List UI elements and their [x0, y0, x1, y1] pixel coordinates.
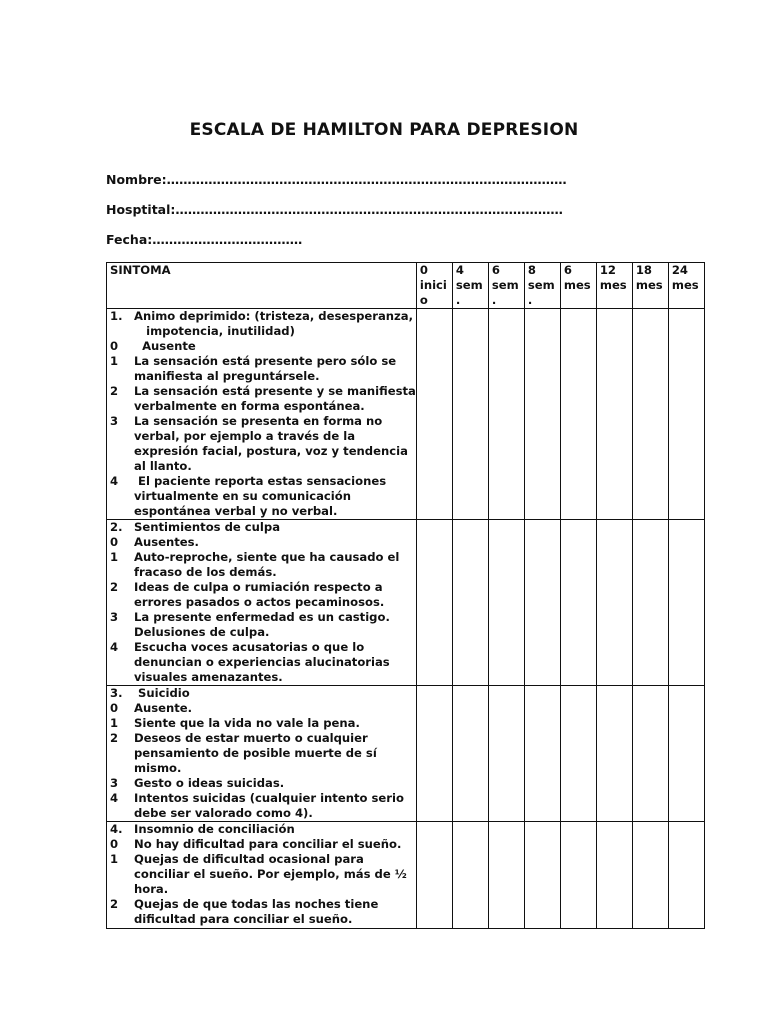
score-text: La sensación está presente pero sólo se: [134, 354, 397, 368]
score-number: 1: [110, 354, 119, 368]
score-text: dificultad para conciliar el sueño.: [134, 912, 353, 926]
score-cell[interactable]: [632, 520, 668, 686]
symptom-line: [110, 324, 416, 339]
score-text: denuncian o experiencias alucinatorias: [134, 655, 390, 669]
score-text: debe ser valorado como 4).: [134, 806, 313, 820]
hamilton-score-table: [106, 262, 705, 929]
symptom-line: [110, 761, 416, 776]
hospital-field: [106, 202, 563, 217]
score-number: 2: [110, 897, 119, 911]
symptom-line: [110, 565, 416, 580]
score-cell[interactable]: [596, 309, 632, 520]
symptom-line: [110, 595, 416, 610]
period-header-line: inici: [419, 278, 447, 292]
score-text: Ausentes.: [134, 535, 199, 549]
score-number: 0: [110, 837, 119, 851]
score-text: errores pasados o actos pecaminosos.: [134, 595, 385, 609]
symptom-line: [110, 474, 416, 489]
period-header: [524, 263, 560, 309]
score-number: [110, 489, 134, 504]
score-number: 3: [110, 776, 119, 790]
score-number: 3: [110, 414, 119, 428]
period-header-line: mes: [563, 278, 591, 292]
date-field: [106, 232, 302, 247]
score-cell[interactable]: [488, 520, 524, 686]
period-header: [416, 263, 452, 309]
symptom-line: [110, 837, 416, 852]
score-text: mismo.: [134, 761, 182, 775]
symptom-line: [110, 580, 416, 595]
score-text: Ausente.: [134, 701, 193, 715]
score-cell[interactable]: [524, 309, 560, 520]
symptom-line: [110, 354, 416, 369]
symptom-description: [107, 822, 417, 929]
score-cell[interactable]: [560, 822, 596, 929]
score-cell[interactable]: [416, 520, 452, 686]
symptom-line: [110, 791, 416, 806]
period-header-line: 4: [455, 263, 464, 277]
symptom-line: [110, 429, 416, 444]
score-number: 1: [110, 852, 119, 866]
score-cell[interactable]: [452, 822, 488, 929]
symptom-line: [110, 882, 416, 897]
score-number: 4: [110, 640, 119, 654]
score-number: [110, 761, 134, 776]
period-header-line: sem: [491, 278, 519, 292]
symptom-line: [110, 369, 416, 384]
score-text: El paciente reporta estas sensaciones: [134, 474, 387, 488]
symptom-line: [110, 912, 416, 927]
symptom-row: [107, 309, 705, 520]
score-number: 4.: [110, 822, 123, 836]
score-number: [110, 504, 134, 519]
score-text: hora.: [134, 882, 169, 896]
score-number: 4: [110, 791, 119, 805]
period-header-line: 18: [635, 263, 652, 277]
score-cell[interactable]: [596, 822, 632, 929]
score-cell[interactable]: [596, 520, 632, 686]
symptom-row: [107, 686, 705, 822]
score-text: Quejas de que todas las noches tiene: [134, 897, 379, 911]
score-text: manifiesta al preguntársele.: [134, 369, 320, 383]
score-text: Intentos suicidas (cualquier intento serio: [134, 791, 404, 805]
symptom-line: [110, 686, 416, 701]
score-cell[interactable]: [668, 822, 704, 929]
score-number: 2: [110, 731, 119, 745]
symptom-line: [110, 655, 416, 670]
date-label: Fecha:: [106, 232, 153, 247]
period-header-line: .: [527, 293, 533, 307]
score-text: Animo deprimido: (tristeza, desesperanza,: [134, 309, 414, 323]
period-header-line: sem: [455, 278, 483, 292]
score-number: [110, 459, 134, 474]
score-number: [110, 655, 134, 670]
score-text: Gesto o ideas suicidas.: [134, 776, 285, 790]
score-text: Auto-reproche, siente que ha causado el: [134, 550, 400, 564]
period-header-line: 6: [491, 263, 500, 277]
symptom-line: [110, 867, 416, 882]
score-cell[interactable]: [416, 686, 452, 822]
symptom-line: [110, 625, 416, 640]
score-cell[interactable]: [452, 309, 488, 520]
period-header-line: 12: [599, 263, 616, 277]
score-text: Ideas de culpa o rumiación respecto a: [134, 580, 383, 594]
period-header: [452, 263, 488, 309]
score-text: al llanto.: [134, 459, 192, 473]
score-number: 0: [110, 339, 119, 353]
score-cell[interactable]: [560, 686, 596, 822]
period-header-line: 24: [671, 263, 688, 277]
score-text: Escucha voces acusatorias o que lo: [134, 640, 365, 654]
page-title: ESCALA DE HAMILTON PARA DEPRESION: [189, 120, 579, 140]
period-header: [488, 263, 524, 309]
score-cell[interactable]: [668, 309, 704, 520]
symptom-line: [110, 489, 416, 504]
symptom-description: [107, 309, 417, 520]
period-header-line: .: [491, 293, 497, 307]
symptom-line: [110, 852, 416, 867]
hospital-blank[interactable]: …………………………………………………………………………………: [175, 202, 563, 217]
period-header-line: mes: [635, 278, 663, 292]
score-text: Siente que la vida no vale la pena.: [134, 716, 360, 730]
score-text: La sensación se presenta en forma no: [134, 414, 383, 428]
name-blank[interactable]: ……………………………………………………………………………………: [166, 172, 567, 187]
score-text: Insomnio de conciliación: [134, 822, 295, 836]
score-number: [110, 746, 134, 761]
symptom-line: [110, 520, 416, 535]
score-text: Quejas de dificultad ocasional para: [134, 852, 364, 866]
period-header-line: 8: [527, 263, 536, 277]
symptom-line: [110, 806, 416, 821]
period-header: [632, 263, 668, 309]
score-cell[interactable]: [632, 309, 668, 520]
score-cell[interactable]: [416, 309, 452, 520]
score-number: 2: [110, 580, 119, 594]
score-cell[interactable]: [452, 686, 488, 822]
score-number: [110, 399, 134, 414]
score-cell[interactable]: [488, 309, 524, 520]
symptom-line: [110, 309, 416, 324]
score-cell[interactable]: [668, 520, 704, 686]
score-cell[interactable]: [524, 686, 560, 822]
score-text: impotencia, inutilidad): [134, 324, 295, 338]
score-text: visuales amenazantes.: [134, 670, 283, 684]
symptom-line: [110, 399, 416, 414]
score-number: [110, 670, 134, 685]
symptom-line: [110, 414, 416, 429]
score-number: [110, 595, 134, 610]
period-header-line: mes: [599, 278, 627, 292]
score-number: [110, 867, 134, 882]
symptom-line: [110, 610, 416, 625]
score-text: expresión facial, postura, voz y tendencia: [134, 444, 408, 458]
score-cell[interactable]: [632, 686, 668, 822]
symptom-line: [110, 776, 416, 791]
score-cell[interactable]: [524, 822, 560, 929]
score-number: [110, 369, 134, 384]
symptom-line: [110, 535, 416, 550]
score-cell[interactable]: [452, 520, 488, 686]
score-cell[interactable]: [596, 686, 632, 822]
score-number: [110, 912, 134, 927]
score-text: verbalmente en forma espontánea.: [134, 399, 365, 413]
score-number: [110, 625, 134, 640]
score-cell[interactable]: [416, 822, 452, 929]
symptom-line: [110, 701, 416, 716]
score-text: Ausente: [134, 339, 196, 353]
score-number: 3: [110, 610, 119, 624]
score-text: espontánea verbal y no verbal.: [134, 504, 338, 518]
score-cell[interactable]: [488, 686, 524, 822]
score-cell[interactable]: [560, 520, 596, 686]
symptom-line: [110, 459, 416, 474]
score-number: [110, 806, 134, 821]
score-text: Delusiones de culpa.: [134, 625, 270, 639]
score-text: Suicidio: [134, 686, 190, 700]
period-header: [668, 263, 704, 309]
score-cell[interactable]: [632, 822, 668, 929]
name-field: [106, 172, 567, 187]
score-number: 2.: [110, 520, 123, 534]
score-cell[interactable]: [488, 822, 524, 929]
hospital-label: Hosptital:: [106, 202, 176, 217]
period-header: [560, 263, 596, 309]
period-header-line: .: [455, 293, 461, 307]
score-number: [110, 324, 134, 339]
date-blank[interactable]: ………………………………: [152, 232, 303, 247]
symptom-line: [110, 550, 416, 565]
symptom-line: [110, 716, 416, 731]
symptom-row: [107, 822, 705, 929]
score-number: 4: [110, 474, 119, 488]
period-header-line: 6: [563, 263, 572, 277]
score-text: No hay dificultad para conciliar el sueño.: [134, 837, 402, 851]
score-text: La presente enfermedad es un castigo.: [134, 610, 390, 624]
score-text: Sentimientos de culpa: [134, 520, 281, 534]
score-number: [110, 565, 134, 580]
period-header-line: o: [419, 293, 428, 307]
symptom-line: [110, 444, 416, 459]
period-header: [596, 263, 632, 309]
symptom-line: [110, 670, 416, 685]
score-number: 0: [110, 701, 119, 715]
symptom-header: SINTOMA: [107, 263, 417, 309]
score-cell[interactable]: [668, 686, 704, 822]
score-number: 1: [110, 550, 119, 564]
score-text: conciliar el sueño. Por ejemplo, más de ½: [134, 867, 407, 881]
symptom-description: [107, 520, 417, 686]
symptom-line: [110, 504, 416, 519]
period-header-line: 0: [419, 263, 428, 277]
score-cell[interactable]: [524, 520, 560, 686]
symptom-line: [110, 640, 416, 655]
score-number: [110, 444, 134, 459]
symptom-line: [110, 384, 416, 399]
score-number: 1: [110, 716, 119, 730]
symptom-line: [110, 822, 416, 837]
score-number: 1.: [110, 309, 123, 323]
table-header-row: [107, 263, 705, 309]
symptom-line: [110, 746, 416, 761]
score-text: fracaso de los demás.: [134, 565, 277, 579]
score-text: Deseos de estar muerto o cualquier: [134, 731, 368, 745]
score-number: [110, 882, 134, 897]
symptom-line: [110, 339, 416, 354]
symptom-row: [107, 520, 705, 686]
score-number: [110, 429, 134, 444]
period-header-line: mes: [671, 278, 699, 292]
symptom-line: [110, 897, 416, 912]
symptom-description: [107, 686, 417, 822]
score-text: virtualmente en su comunicación: [134, 489, 351, 503]
score-text: pensamiento de posible muerte de sí: [134, 746, 377, 760]
score-cell[interactable]: [560, 309, 596, 520]
score-number: 2: [110, 384, 119, 398]
name-label: Nombre:: [106, 172, 167, 187]
score-text: La sensación está presente y se manifiesta: [134, 384, 416, 398]
symptom-line: [110, 731, 416, 746]
score-number: 0: [110, 535, 119, 549]
period-header-line: sem: [527, 278, 555, 292]
score-text: verbal, por ejemplo a través de la: [134, 429, 356, 443]
score-number: 3.: [110, 686, 123, 700]
